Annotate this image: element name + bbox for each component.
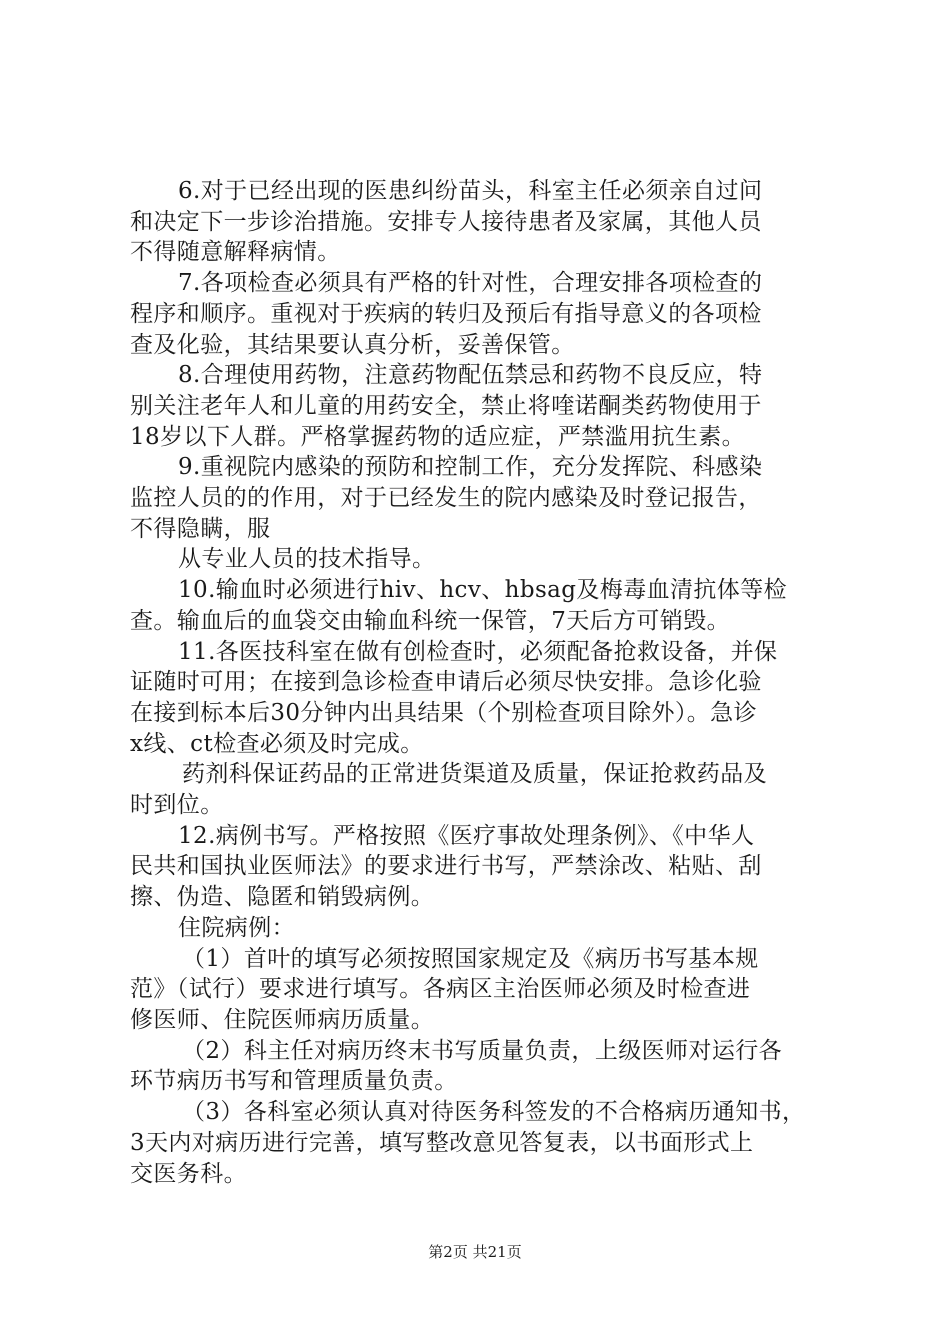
text-line: 程序和顺序。重视对于疾病的转归及预后有指导意义的各项检 bbox=[130, 300, 762, 327]
text-line: 证随时可用；在接到急诊检查申请后必须尽快安排。急诊化验 bbox=[130, 669, 762, 696]
text-line: 8.合理使用药物，注意药物配伍禁忌和药物不良反应，特 bbox=[178, 362, 763, 389]
text-line: （2）科主任对病历终末书写质量负责，上级医师对运行各 bbox=[182, 1037, 783, 1064]
text-line: 不得随意解释病情。 bbox=[130, 239, 341, 266]
text-line: 修医师、住院医师病历质量。 bbox=[130, 1006, 435, 1033]
text-line: 12.病例书写。严格按照《医疗事故处理条例》、《中华人 bbox=[178, 822, 755, 849]
text-line: 查及化验，其结果要认真分析，妥善保管。 bbox=[130, 331, 575, 358]
text-line: 别关注老年人和儿童的用药安全，禁止将喹诺酮类药物使用于 bbox=[130, 392, 762, 419]
text-line: 在接到标本后30分钟内出具结果（个别检查项目除外）。急诊 bbox=[130, 699, 757, 726]
text-line: 7.各项检查必须具有严格的针对性，合理安排各项检查的 bbox=[178, 270, 763, 297]
text-line: 民共和国执业医师法》的要求进行书写，严禁涂改、粘贴、刮 bbox=[130, 853, 762, 880]
text-line: 查。输血后的血袋交由输血科统一保管，7天后方可销毁。 bbox=[130, 607, 731, 634]
text-line: 药剂科保证药品的正常进货渠道及质量，保证抢救药品及 bbox=[182, 761, 767, 788]
text-line: （3）各科室必须认真对待医务科签发的不合格病历通知书， bbox=[182, 1099, 806, 1126]
page-footer: 第2页 共21页 bbox=[428, 1243, 522, 1261]
text-line: 从专业人员的技术指导。 bbox=[178, 546, 436, 573]
text-line: 3天内对病历进行完善，填写整改意见答复表，以书面形式上 bbox=[130, 1129, 754, 1156]
text-line: 11.各医技科室在做有创检查时，必须配备抢救设备，并保 bbox=[178, 638, 778, 665]
text-line: x线、ct检查必须及时完成。 bbox=[130, 730, 424, 757]
text-line: 环节病历书写和管理质量负责。 bbox=[130, 1068, 458, 1095]
text-line: 6.对于已经出现的医患纠纷苗头，科室主任必须亲自过问 bbox=[178, 178, 763, 204]
text-line: 交医务科。 bbox=[130, 1160, 247, 1187]
text-line: 范》（试行）要求进行填写。各病区主治医师必须及时检查进 bbox=[130, 976, 751, 1003]
text-line: 监控人员的的作用，对于已经发生的院内感染及时登记报告， bbox=[130, 485, 762, 512]
text-line: 时到位。 bbox=[130, 792, 224, 819]
text-line: 18岁以下人群。严格掌握药物的适应症，严禁滥用抗生素。 bbox=[130, 423, 746, 450]
text-line: 9.重视院内感染的预防和控制工作，充分发挥院、科感染 bbox=[178, 454, 763, 481]
text-line: 10.输血时必须进行hiv、hcv、hbsag及梅毒血清抗体等检 bbox=[178, 577, 788, 604]
text-line: 和决定下一步诊治措施。安排专人接待患者及家属，其他人员 bbox=[130, 208, 762, 235]
text-line: 住院病例： bbox=[178, 914, 295, 941]
document-body bbox=[130, 176, 835, 1189]
text-line: 擦、伪造、隐匿和销毁病例。 bbox=[130, 884, 435, 911]
text-line: （1）首叶的填写必须按照国家规定及《病历书写基本规 bbox=[182, 945, 759, 972]
text-line: 不得隐瞒，服 bbox=[130, 515, 271, 542]
